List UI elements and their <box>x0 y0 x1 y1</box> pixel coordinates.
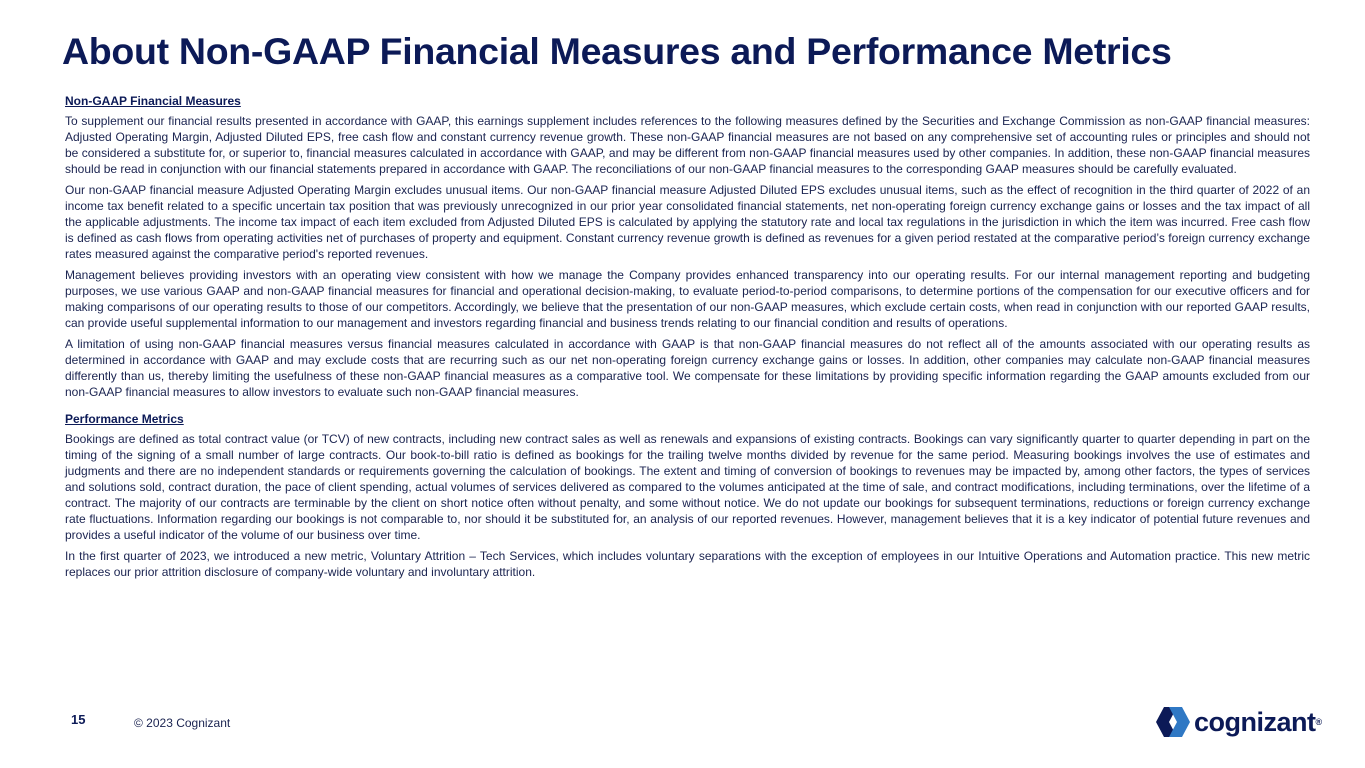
main-content <box>65 93 1310 585</box>
non-gaap-heading: Non-GAAP Financial Measures <box>65 94 241 108</box>
page-title: About Non-GAAP Financial Measures and Performance Metrics <box>62 30 1172 72</box>
copyright-text: © 2023 Cognizant <box>134 716 231 730</box>
page-number: 15 <box>71 712 86 727</box>
logo-wordmark-text: cognizant <box>1194 707 1316 737</box>
logo-wordmark <box>1194 707 1322 737</box>
performance-paragraph-2: In the first quarter of 2023, we introduced a new metric, Voluntary Attrition – Tech Services, which includes voluntary separations with the exception of employees in our Intuitive Operations and Automation practice. This new metric replaces our prior attrition disclosure of company-wide voluntary and involuntary attrition. <box>65 549 1310 579</box>
non-gaap-paragraph-1: To supplement our financial results presented in accordance with GAAP, this earnings supplement includes references to the following measures defined by the Securities and Exchange Commission as non-GAAP financial measures: Adjusted Operating Margin, Adjusted Diluted EPS, free cash flow and constant currency revenue growth. These non-GAAP financial measures are not based on any comprehensive set of accounting rules or principles and should not be considered a substitute for, or superior to, financial measures calculated in accordance with GAAP, and may be different from non-GAAP financial measures used by other companies. In addition, these non-GAAP financial measures should be read in conjunction with our financial statements prepared in accordance with GAAP. The reconciliations of our non-GAAP financial measures to the corresponding GAAP measures should be carefully evaluated. <box>65 114 1310 176</box>
performance-heading: Performance Metrics <box>65 412 184 426</box>
non-gaap-paragraph-2: Our non-GAAP financial measure Adjusted Operating Margin excludes unusual items. Our non-GAAP financial measure Adjusted Diluted EPS excludes unusual items, such as the effect of recognition in the third quarter of 2022 of an income tax benefit related to a specific uncertain tax position that was previously unrecognized in our prior year consolidated financial statements, net non-operating foreign currency exchange gains or losses and the tax impact of all the applicable adjustments. The income tax impact of each item excluded from Adjusted Diluted EPS is calculated by applying the statutory rate and local tax regulations in the jurisdiction in which the item was incurred. Free cash flow is defined as cash flows from operating activities net of purchases of property and equipment. Constant currency revenue growth is defined as revenues for a given period restated at the comparative period’s foreign currency exchange rates measured against the comparative period's reported revenues. <box>65 183 1310 261</box>
cognizant-logo-icon <box>1155 705 1191 739</box>
non-gaap-paragraph-3: Management believes providing investors with an operating view consistent with how we manage the Company provides enhanced transparency into our operating results. For our internal management reporting and budgeting purposes, we use various GAAP and non-GAAP financial measures for financial and operational decision-making, to evaluate period-to-period comparisons, to determine portions of the compensation for our executive officers and for making comparisons of our operating results to those of our competitors. Accordingly, we believe that the presentation of our non-GAAP measures, which exclude certain costs, when read in conjunction with our reported GAAP results, can provide useful supplemental information to our management and investors regarding financial and business trends relating to our financial condition and results of operations. <box>65 268 1310 330</box>
registered-mark: ® <box>1315 717 1322 727</box>
performance-paragraph-1: Bookings are defined as total contract value (or TCV) of new contracts, including new contract sales as well as renewals and expansions of existing contracts. Bookings can vary significantly quarter to quarter depending in part on the timing of the signing of a small number of large contracts. Our book-to-bill ratio is defined as bookings for the trailing twelve months divided by revenue for the same period. Measuring bookings involves the use of estimates and judgments and there are no independent standards or requirements governing the calculation of bookings. The extent and timing of conversion of bookings to revenues may be impacted by, among other factors, the types of services and solutions sold, contract duration, the pace of client spending, actual volumes of services delivered as compared to the volumes anticipated at the time of sale, and contract modifications, including terminations, over the lifetime of a contract. The majority of our contracts are terminable by the client on short notice often without penalty, and some without notice. We do not update our bookings for subsequent terminations, reductions or foreign currency exchange rate fluctuations. Information regarding our bookings is not comparable to, nor should it be substituted for, an analysis of our reported revenues. However, management believes that it is a key indicator of potential future revenues and provides a useful indicator of the volume of our business over time. <box>65 432 1310 542</box>
cognizant-logo <box>1155 705 1322 739</box>
non-gaap-paragraph-4: A limitation of using non-GAAP financial measures versus financial measures calculated in accordance with GAAP is that non-GAAP financial measures do not reflect all of the amounts associated with our operating results as determined in accordance with GAAP and may exclude costs that are recurring such as our net non-operating foreign currency exchange gains or losses. In addition, other companies may calculate non-GAAP financial measures differently than us, thereby limiting the usefulness of these non-GAAP financial measures as a comparative tool. We compensate for these limitations by providing specific information regarding the GAAP amounts excluded from our non-GAAP financial measures to allow investors to evaluate such non-GAAP financial measures. <box>65 337 1310 399</box>
